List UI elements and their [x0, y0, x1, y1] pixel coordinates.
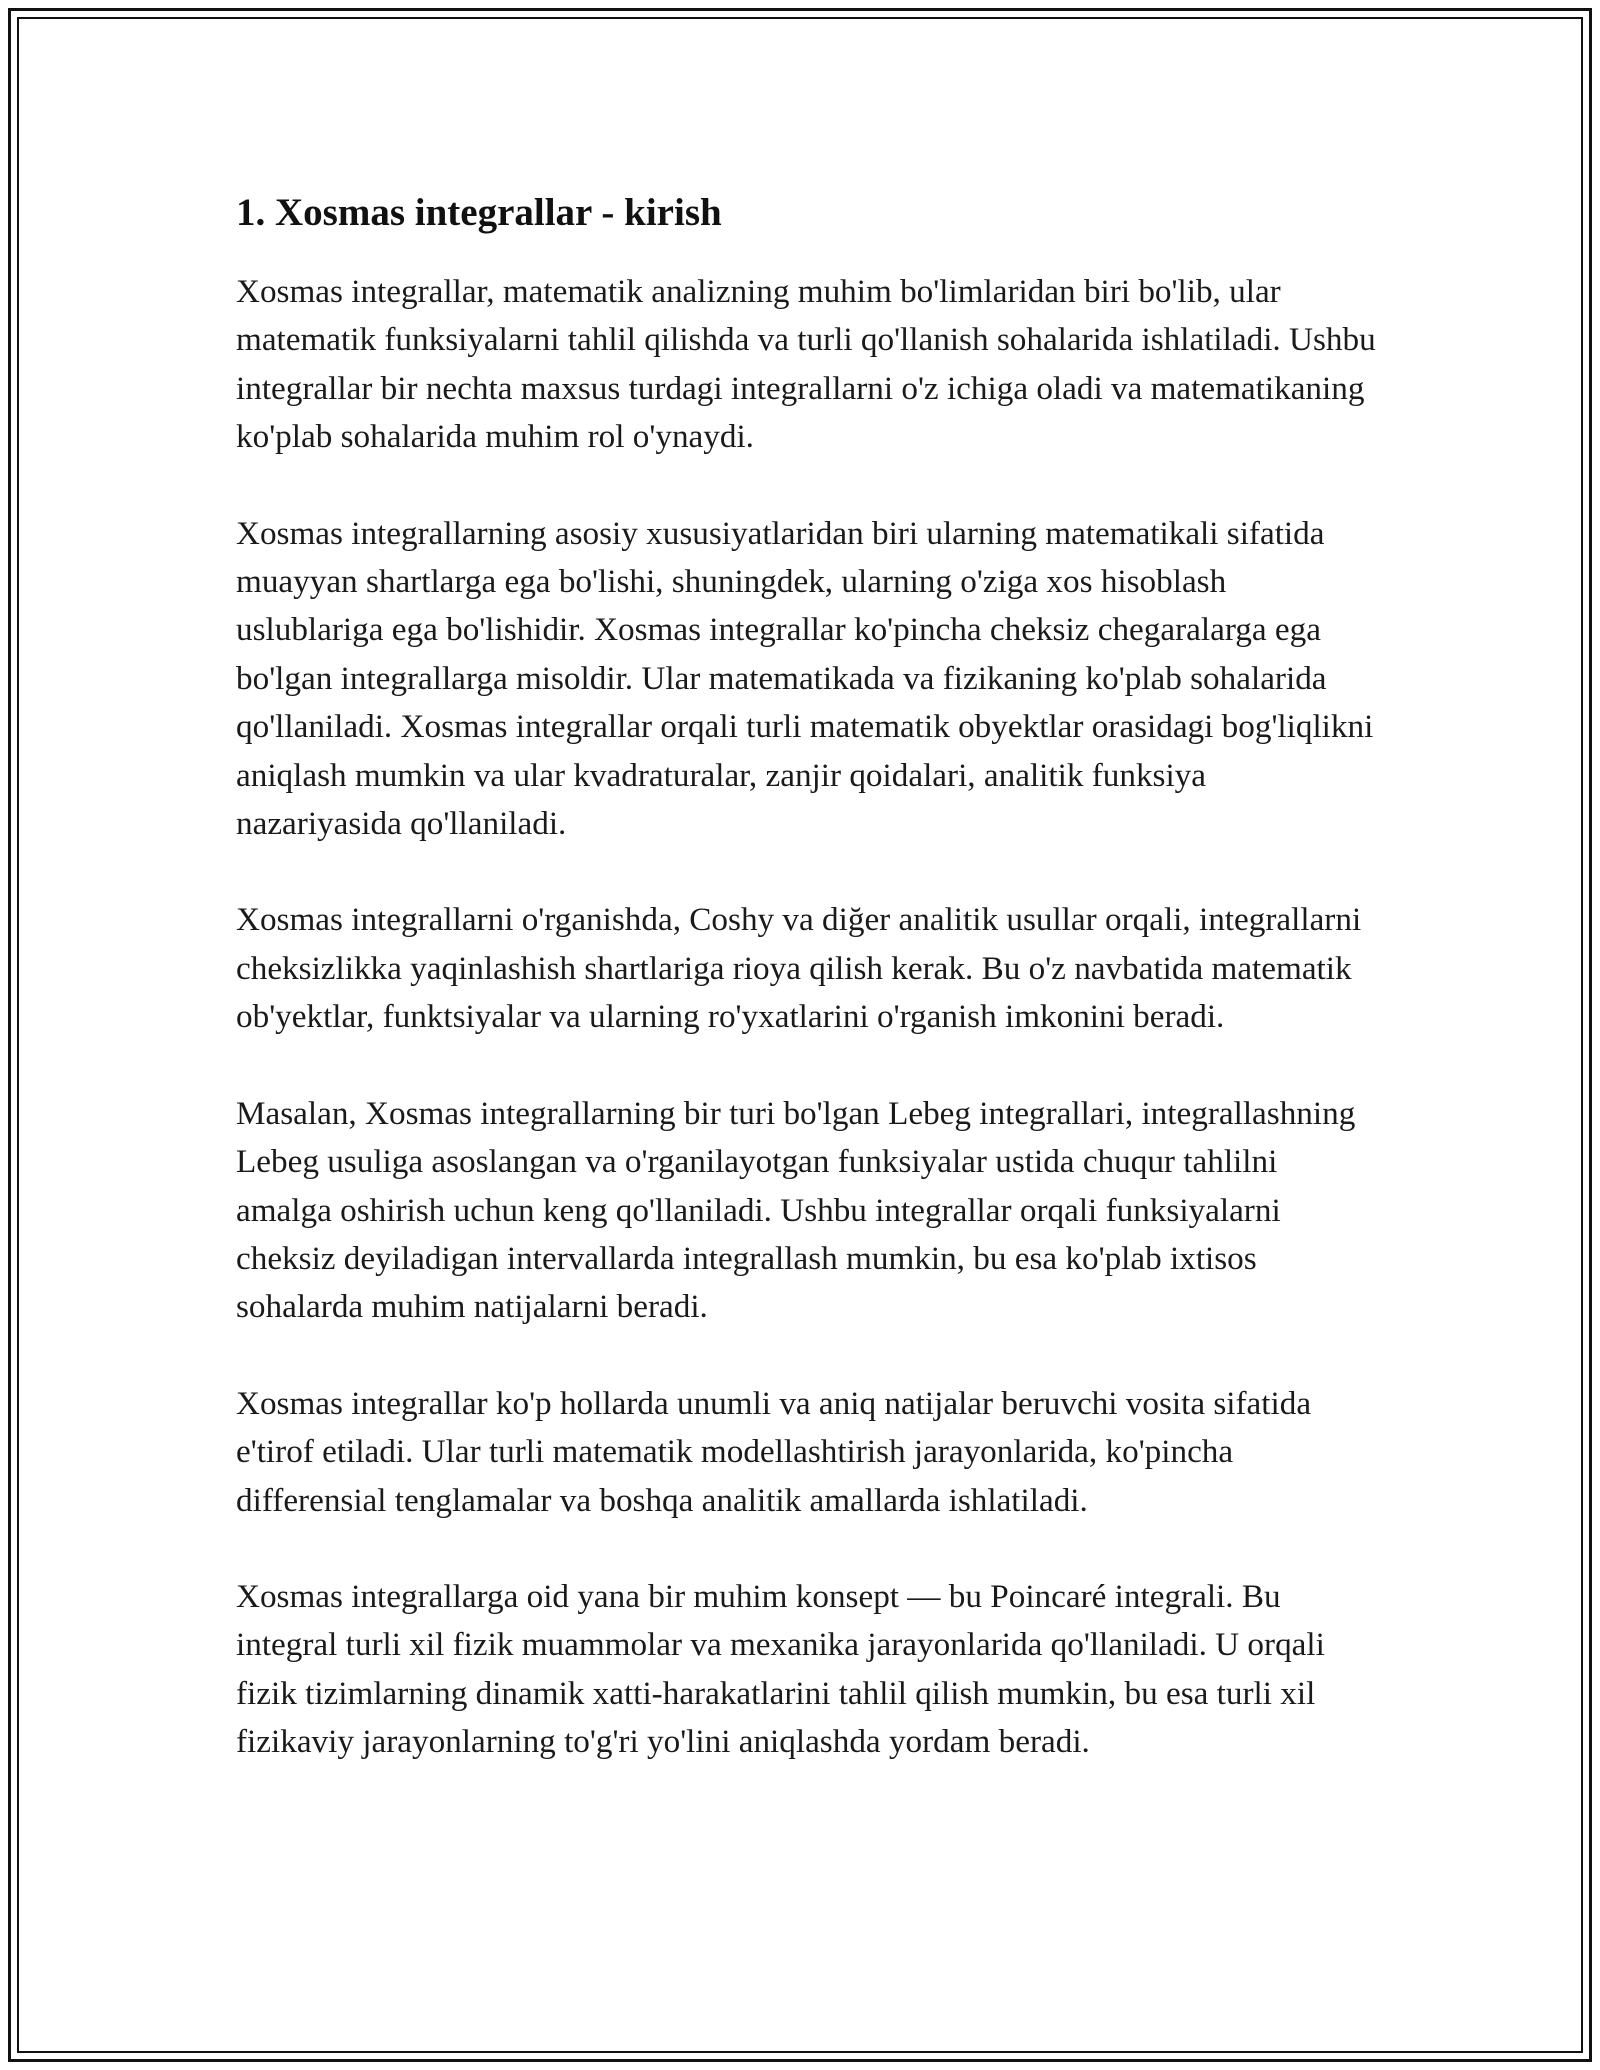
paragraph-5: Xosmas integrallar ko'p hollarda unumli va aniq natijalar beruvchi vosita sifatida e'tirof etiladi. Ular turli matematik modellashtirish jarayonlarida, ko'pincha differensial tenglamalar va boshqa analitik amallarda ishlatiladi. [236, 1384, 1312, 1519]
section-title: 1. Xosmas integrallar - kirish [236, 191, 722, 234]
paragraph-3: Xosmas integrallarni o'rganishda, Coshy va diğer analitik usullar orqali, integrallarni cheksizlikka yaqinlashish shartlariga rioya qilish kerak. Bu o'z navbatida matematik ob'yektlar, funktsiyalar va ularning ro'yxatlarini o'rganish imkonini beradi. [236, 901, 1362, 1036]
document-body [236, 186, 1376, 1815]
paragraph-4: Masalan, Xosmas integrallarning bir turi bo'lgan Lebeg integrallari, integrallashning Lebeg usuliga asoslangan va o'rganilayotgan funksiyalar ustida chuqur tahlilni amalga oshirish uchun keng qo'llaniladi. Ushbu integrallar orqali funksiyalarni cheksiz deyiladigan intervallarda integrallash mumkin, bu esa ko'plab ixtisos sohalarda muhim natijalarni beradi. [236, 1094, 1356, 1326]
paragraph-6: Xosmas integrallarga oid yana bir muhim konsept — bu Poincaré integrali. Bu integral turli xil fizik muammolar va mexanika jarayonlarida qo'llaniladi. U orqali fizik tizimlarning dinamik xatti-harakatlarini tahlil qilish mumkin, bu esa turli xil fizikaviy jarayonlarning to'g'ri yo'lini aniqlashda yordam beradi. [236, 1577, 1325, 1761]
paragraph-2: Xosmas integrallarning asosiy xususiyatlaridan biri ularning matematikali sifatida muayyan shartlarga ega bo'lishi, shuningdek, ularning o'ziga xos hisoblash uslublariga ega bo'lishidir. Xosmas integrallar ko'pincha cheksiz chegaralarga ega bo'lgan integrallarga misoldir. Ular matematikada va fizikaning ko'plab sohalarida qo'llaniladi. Xosmas integrallar orqali turli matematik obyektlar orasidagi bog'liqlikni aniqlash mumkin va ular kvadraturalar, zanjir qoidalari, analitik funksiya nazariyasida qo'llaniladi. [236, 514, 1374, 843]
paragraph-1: Xosmas integrallar, matematik analizning muhim bo'limlaridan biri bo'lib, ular matematik funksiyalarni tahlil qilishda va turli qo'llanish sohalarida ishlatiladi. Ushbu integrallar bir nechta maxsus turdagi integrallarni o'z ichiga oladi va matematikaning ko'plab sohalarida muhim rol o'ynaydi. [236, 273, 1376, 456]
